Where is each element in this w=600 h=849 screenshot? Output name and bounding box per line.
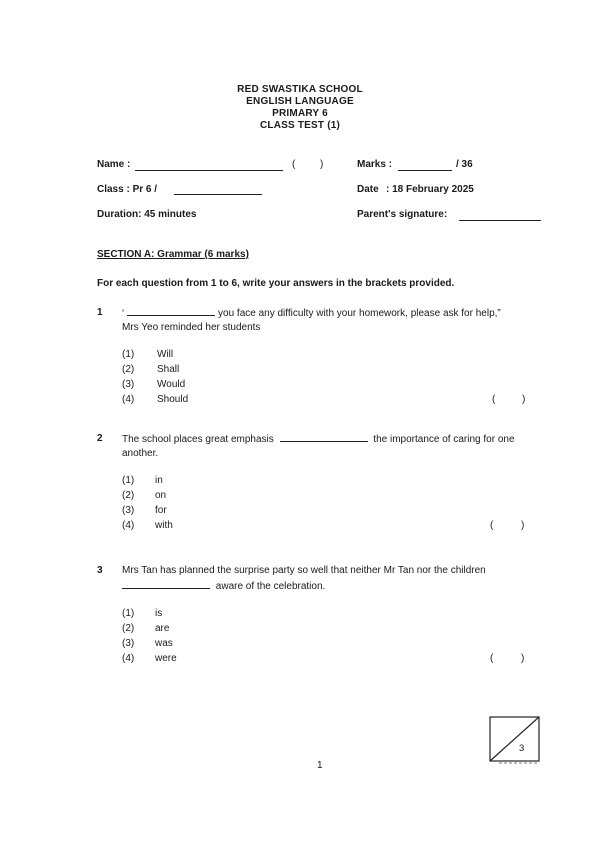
- question-number: 3: [97, 565, 103, 576]
- answer-blank: [127, 305, 215, 316]
- signature-label: Parent's signature:: [357, 209, 448, 220]
- question-text: [122, 305, 501, 321]
- date-label: Date: [357, 184, 379, 195]
- answer-blank: [280, 431, 368, 442]
- question-number: 1: [97, 307, 103, 318]
- opening-quote: ‘: [122, 308, 125, 319]
- option-number: (3): [122, 638, 135, 649]
- option-number: (4): [122, 653, 135, 664]
- question-text: [122, 431, 515, 447]
- answer-bracket-field[interactable]: [497, 520, 517, 532]
- answer-bracket-field[interactable]: [497, 653, 517, 665]
- subject-title: ENGLISH LANGUAGE: [246, 96, 354, 107]
- answer-bracket-close: ): [522, 394, 526, 405]
- question-number: 2: [97, 433, 103, 444]
- section-title: SECTION A: Grammar (6 marks): [97, 249, 249, 260]
- answer-bracket-close: ): [521, 653, 525, 664]
- question-text-line1: Mrs Tan has planned the surprise party so well that neither Mr Tan nor the children: [122, 565, 486, 576]
- question-text-part: aware of the celebration.: [215, 581, 326, 592]
- option-label: are: [155, 623, 170, 634]
- question-text-part: the importance of caring for one: [373, 434, 515, 445]
- answer-bracket-open: (: [490, 520, 494, 531]
- date-value: : 18 February 2025: [386, 184, 474, 195]
- name-field[interactable]: [135, 170, 283, 171]
- question-text: [122, 578, 325, 594]
- name-label: Name :: [97, 159, 131, 170]
- option-number: (3): [122, 379, 135, 390]
- option-label: is: [155, 608, 163, 619]
- option-label: were: [155, 653, 177, 664]
- option-label: on: [155, 490, 167, 501]
- marks-label: Marks :: [357, 159, 393, 170]
- class-field[interactable]: [174, 194, 262, 195]
- option-number: (4): [122, 394, 135, 405]
- option-number: (2): [122, 490, 135, 501]
- duration: Duration: 45 minutes: [97, 209, 197, 220]
- question-text-line2: Mrs Yeo reminded her students: [122, 322, 261, 333]
- option-label: in: [155, 475, 163, 486]
- page-number: 1: [317, 760, 323, 771]
- option-label: Would: [157, 379, 186, 390]
- score-box-drawing: [489, 716, 541, 764]
- answer-bracket-open: (: [490, 653, 494, 664]
- signature-field[interactable]: [459, 220, 541, 221]
- class-number-paren-open: (: [292, 159, 296, 170]
- option-label: Shall: [157, 364, 180, 375]
- score-box-value: 3: [519, 743, 525, 754]
- test-title: CLASS TEST (1): [259, 120, 341, 131]
- school-name: RED SWASTIKA SCHOOL: [237, 84, 363, 95]
- answer-bracket-field[interactable]: [499, 394, 519, 406]
- option-label: with: [155, 520, 173, 531]
- class-label: Class : Pr 6 /: [97, 184, 158, 195]
- option-number: (1): [122, 475, 135, 486]
- marks-total: / 36: [456, 159, 473, 170]
- option-label: for: [155, 505, 167, 516]
- option-number: (3): [122, 505, 135, 516]
- answer-blank: [122, 578, 210, 589]
- section-instruction: For each question from 1 to 6, write your answers in the brackets provided.: [97, 278, 455, 289]
- marks-field[interactable]: [398, 170, 452, 171]
- option-label: Will: [157, 349, 174, 360]
- level-title: PRIMARY 6: [272, 108, 328, 119]
- option-number: (1): [122, 349, 135, 360]
- question-text-part: The school places great emphasis: [122, 434, 274, 445]
- option-number: (1): [122, 608, 135, 619]
- option-label: was: [155, 638, 173, 649]
- class-number-paren-close: ): [320, 159, 324, 170]
- question-text-line2: another.: [122, 448, 159, 459]
- score-box: [489, 716, 541, 764]
- answer-bracket-open: (: [492, 394, 496, 405]
- option-number: (4): [122, 520, 135, 531]
- option-label: Should: [157, 394, 189, 405]
- answer-bracket-close: ): [521, 520, 525, 531]
- option-number: (2): [122, 364, 135, 375]
- option-number: (2): [122, 623, 135, 634]
- question-text-part: you face any difficulty with your homework, please ask for help,”: [218, 308, 501, 319]
